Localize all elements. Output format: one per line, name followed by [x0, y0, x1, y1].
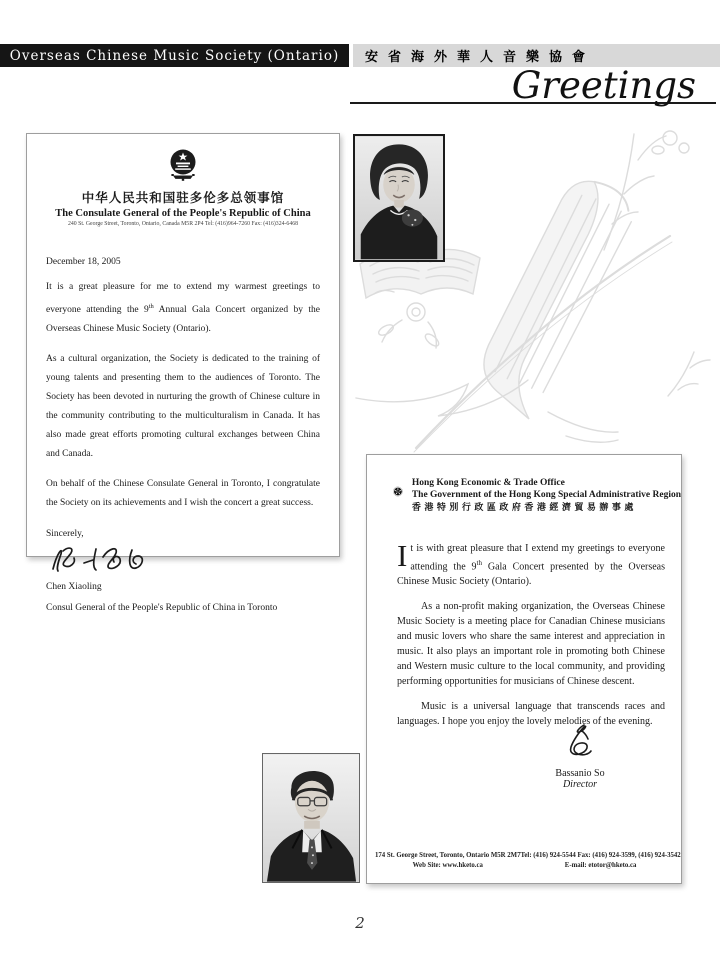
paragraph-text: t is with great pleasure that I extend my greetings to everyone attending the 9	[410, 543, 665, 573]
china-national-emblem-icon	[165, 147, 201, 183]
consulate-paragraph-2: As a cultural organization, the Society is dedicated to the training of young talents and presenting them to the audiences of Toronto. The Society has been devoted in nurturing the growth of Chinese culture in the community contributing to the multiculturalism in Canada. It has also made great efforts promoting cultural exchanges between China and Canada.	[46, 354, 320, 460]
hketo-footer	[375, 851, 681, 871]
header-title-chinese: 安省海外華人音樂協會	[365, 50, 596, 65]
footer-contact-column	[521, 851, 681, 871]
hketo-paragraph-3: Music is a universal language that transcends races and languages. I hope you enjoy the lovely melodies of the evening.	[397, 701, 665, 728]
footer-email: E-mail: etotor@hketo.ca	[564, 862, 637, 869]
consulate-paragraph-3: On behalf of the Chinese Consulate General in Toronto, I congratulate the Society on its achievements and I wish the concert a great success.	[46, 479, 320, 509]
consulate-title-english: The Consulate General of the People's Republic of China	[55, 208, 311, 219]
consulate-letterhead	[46, 147, 320, 227]
hketo-letter	[366, 454, 682, 884]
paragraph-text: It is a great pleasure for me to extend my warmest greetings to everyone attending the 9	[46, 282, 320, 316]
footer-website: Web Site: www.hketo.ca	[412, 862, 483, 869]
bauhinia-logo-icon	[393, 475, 403, 508]
portrait-photo-chen-xiaoling	[353, 134, 445, 262]
signer-name: Bassanio So	[555, 768, 605, 779]
footer-street-address: 174 St. George Street, Toronto, Ontario M5R 2M7	[375, 852, 521, 859]
signer-title: Director	[562, 779, 598, 790]
hketo-letterhead-text	[412, 475, 681, 515]
footer-address-column	[375, 851, 521, 871]
consulate-paragraph-1	[46, 278, 320, 339]
header-title-english: Overseas Chinese Music Society (Ontario)	[9, 47, 340, 64]
woman-portrait-image	[355, 136, 443, 260]
ordinal-superscript: th	[476, 559, 482, 567]
closing-salutation: Sincerely,	[46, 529, 84, 540]
hketo-chinese-name: 香港特別行政區政府香港經濟貿易辦事處	[411, 503, 637, 513]
paragraph-text: Annual Gala Concert organized by the Overseas Chinese Music Society (Ontario).	[46, 305, 320, 335]
signer-name: Chen Xiaoling	[46, 582, 102, 593]
footer-telephone-fax: Tel: (416) 924-5544 Fax: (416) 924-3599, (416) 924-3542	[520, 852, 681, 859]
hketo-letterhead	[367, 455, 681, 515]
hketo-letter-body	[397, 538, 665, 729]
drop-cap: I	[397, 538, 408, 573]
bassanio-so-signature	[558, 721, 602, 761]
letter-date: December 18, 2005	[46, 257, 121, 267]
portrait-photo-bassanio-so	[262, 753, 360, 883]
hketo-paragraph-1	[397, 538, 665, 589]
hketo-paragraph-2: As a non-profit making organization, the Overseas Chinese Music Society is a meeting place for Canadian Chinese musicians and music lovers who share the same interest and appreciation in music. It also plays an important role in promoting both Chinese and Western music culture to the local community, and providing performing opportunities for musicians of Chinese descent.	[397, 601, 665, 688]
paragraph-text: Gala Concert presented by the Overseas Chinese Music Society (Ontario).	[397, 561, 665, 588]
greetings-script-title: Greetings	[511, 64, 696, 107]
hketo-office-name: Hong Kong Economic & Trade Office	[411, 478, 565, 488]
consulate-letter	[26, 133, 340, 614]
header-english-bar	[0, 44, 349, 67]
chen-xiaoling-signature	[46, 541, 158, 577]
consulate-title-chinese: 中华人民共和国驻多伦多总领事馆	[81, 190, 285, 205]
hketo-signature-block	[515, 721, 645, 790]
man-portrait-image	[263, 754, 359, 882]
hketo-government-line: The Government of the Hong Kong Special Administrative Region	[411, 490, 681, 500]
signer-title: Consul General of the People's Republic of China in Toronto	[46, 603, 278, 614]
ordinal-superscript: th	[148, 303, 154, 310]
page-number: 2	[355, 914, 365, 932]
consulate-address-line: 240 St. George Street, Toronto, Ontario, Canada M5R 2P4 Tel: (416)964-7260 Fax: (416)324-6468	[67, 221, 299, 227]
